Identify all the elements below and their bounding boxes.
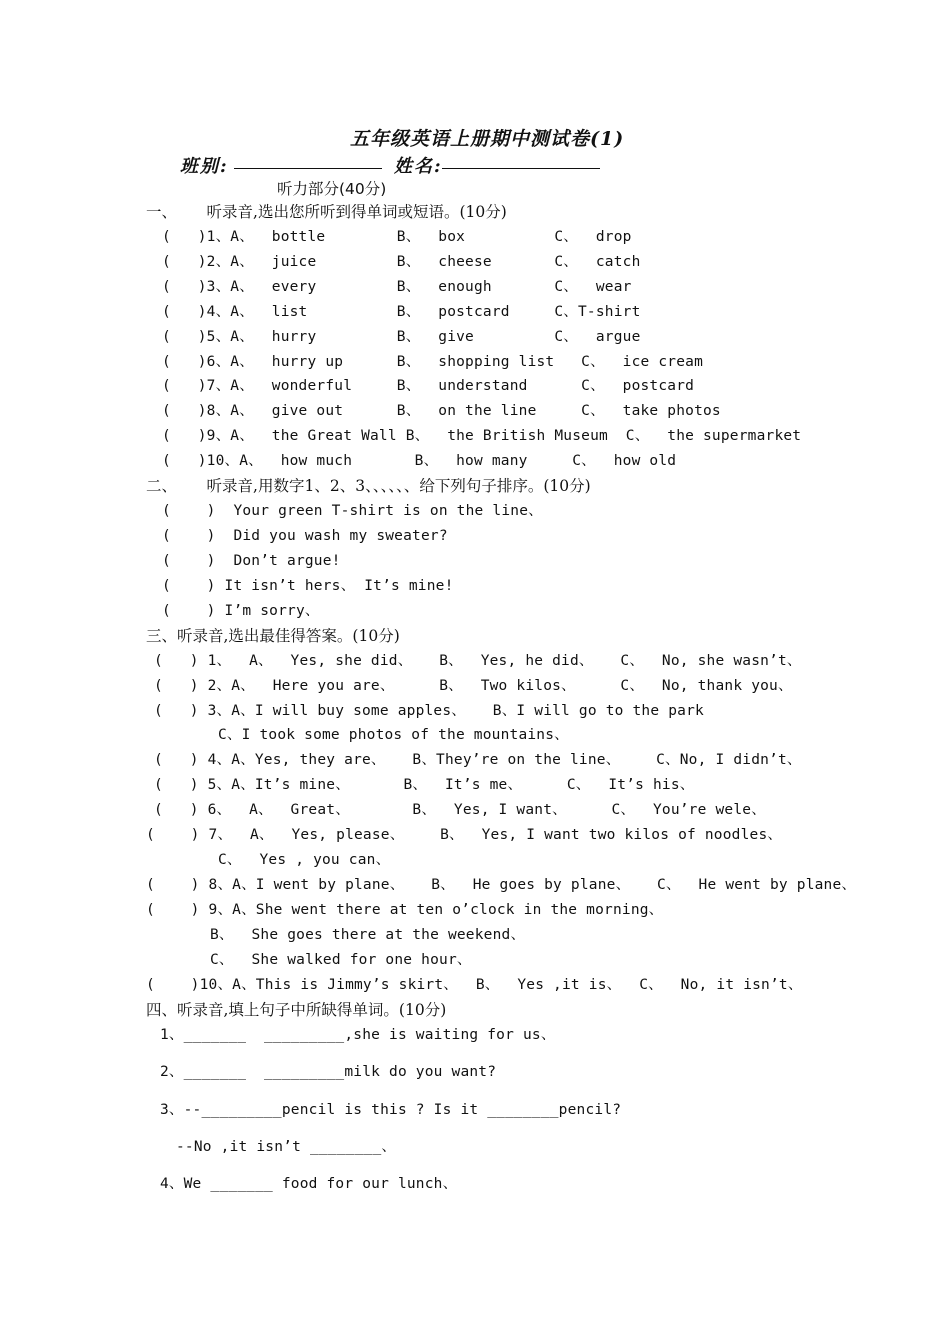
question-line: B、 She goes there at the weekend、 <box>210 927 526 943</box>
question-line: ( ) 6、 A、 Great、 B、 Yes, I want、 C、 You’re wele、 <box>154 802 766 818</box>
section-heading: 一、 听录音,选出您所听到得单词或短语。(10分) <box>146 203 507 221</box>
question-line: ( )9、A、 the Great Wall B、 the British Museum C、 the supermarket <box>162 428 802 444</box>
class-label: 班别: <box>180 156 229 177</box>
question-line: ( )2、A、 juice B、 cheese C、 catch <box>162 254 641 270</box>
question-line: ( )4、A、 list B、 postcard C、T-shirt <box>162 304 641 320</box>
fill-in-line: 1、_______ _________,she is waiting for us、 <box>160 1027 556 1043</box>
question-line: ( ) Don’t argue! <box>162 553 341 569</box>
listening-heading: 听力部分(40分) <box>277 180 387 198</box>
question-line: ( ) 1、 A、 Yes, she did、 B、 Yes, he did、 C、 No, she wasn’t、 <box>154 653 802 669</box>
question-line: ( ) 9、A、She went there at ten o’clock in the morning、 <box>146 902 664 918</box>
section-heading: 二、 听录音,用数字1、2、3、、、、、、给下列句子排序。(10分) <box>146 477 591 495</box>
question-line: ( ) 2、A、 Here you are、 B、 Two kilos、 C、 No, thank you、 <box>154 678 793 694</box>
question-line: ( ) It isn’t hers、 It’s mine! <box>162 578 454 594</box>
question-line: ( )10、A、This is Jimmy’s skirt、 B、 Yes ,it is、 C、 No, it isn’t、 <box>146 977 803 993</box>
section-heading: 三、听录音,选出最佳得答案。(10分) <box>146 627 400 645</box>
class-blank[interactable] <box>234 168 382 169</box>
question-line: C、 She walked for one hour、 <box>210 952 472 968</box>
question-line: C、 Yes , you can、 <box>218 852 391 868</box>
question-line: ( ) 8、A、I went by plane、 B、 He goes by plane、 C、 He went by plane、 <box>146 877 857 893</box>
question-line: ( ) 7、 A、 Yes, please、 B、 Yes, I want two kilos of noodles、 <box>146 827 783 843</box>
question-line: ( )5、A、 hurry B、 give C、 argue <box>162 329 641 345</box>
name-blank[interactable] <box>442 168 600 169</box>
question-line: ( ) I’m sorry、 <box>162 603 320 619</box>
page-title: 五年级英语上册期中测试卷(1) <box>350 128 625 150</box>
fill-in-line: --No ,it isn’t ________、 <box>176 1139 397 1155</box>
question-line: ( )1、A、 bottle B、 box C、 drop <box>162 229 632 245</box>
fill-in-line: 3、--_________pencil is this ? Is it ________pencil? <box>160 1102 622 1118</box>
question-line: ( )10、A、 how much B、 how many C、 how old <box>162 453 677 469</box>
question-line: ( ) Your green T-shirt is on the line、 <box>162 503 543 519</box>
question-line: ( )8、A、 give out B、 on the line C、 take photos <box>162 403 721 419</box>
question-line: ( ) Did you wash my sweater? <box>162 528 448 544</box>
question-line: ( ) 3、A、I will buy some apples、 B、I will go to the park <box>154 703 704 719</box>
fill-in-line: 2、_______ _________milk do you want? <box>160 1064 497 1080</box>
question-line: ( )6、A、 hurry up B、 shopping list C、 ice cream <box>162 354 704 370</box>
question-line: ( )7、A、 wonderful B、 understand C、 postcard <box>162 378 695 394</box>
question-line: ( ) 4、A、Yes, they are、 B、They’re on the line、 C、No, I didn’t、 <box>154 752 802 768</box>
question-line: ( ) 5、A、It’s mine、 B、 It’s me、 C、 It’s his、 <box>154 777 695 793</box>
fill-in-line: 4、We _______ food for our lunch、 <box>160 1176 458 1192</box>
section-heading: 四、听录音,填上句子中所缺得单词。(10分) <box>146 1001 447 1019</box>
question-line: C、I took some photos of the mountains、 <box>218 727 569 743</box>
question-line: ( )3、A、 every B、 enough C、 wear <box>162 279 632 295</box>
name-label: 姓名: <box>394 156 443 177</box>
